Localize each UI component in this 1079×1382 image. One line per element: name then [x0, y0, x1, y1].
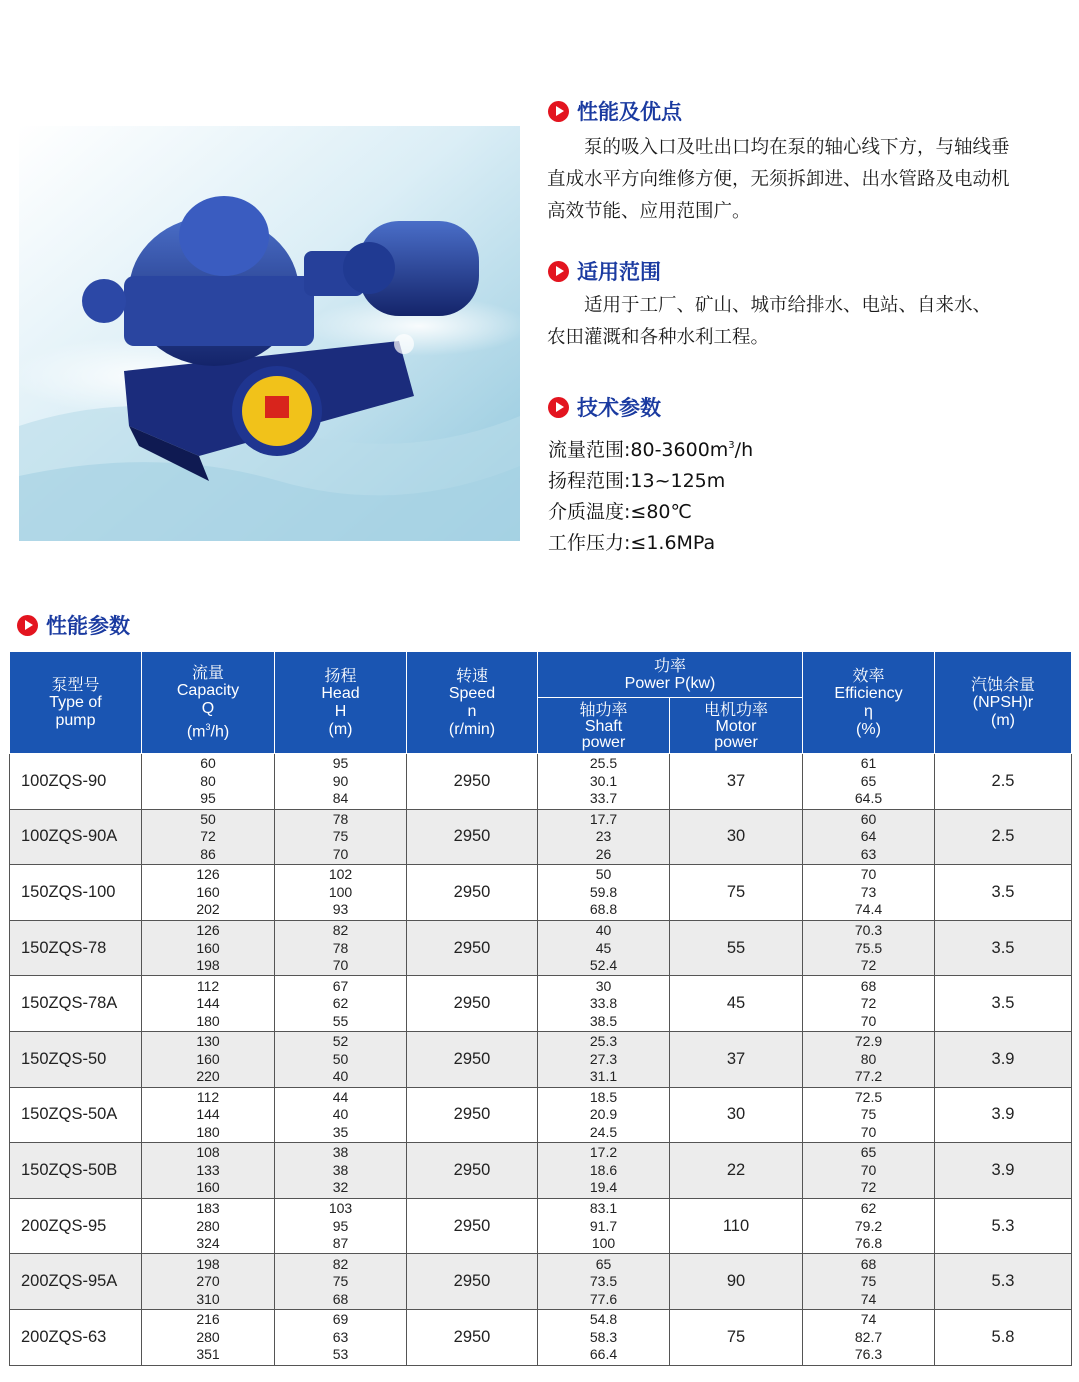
- cell-capacity-value: 126: [196, 922, 220, 939]
- cell-efficiency-value: 72: [860, 957, 877, 974]
- cell-shaft-power: [538, 1087, 670, 1143]
- cell-capacity-value: 324: [196, 1235, 220, 1252]
- cell-shaft-power-value: 65: [595, 1255, 612, 1272]
- cell-capacity-value: 126: [196, 866, 220, 883]
- cell-capacity: [142, 865, 275, 921]
- cell-efficiency-value: 60: [860, 810, 877, 827]
- cell-capacity-value: 160: [196, 1050, 220, 1067]
- cell-model: 100ZQS-90A: [10, 809, 142, 865]
- cell-capacity: [142, 1254, 275, 1310]
- cell-shaft-power-value: 40: [595, 922, 612, 939]
- cell-capacity-value: 183: [196, 1200, 220, 1217]
- play-bullet-icon: [548, 101, 569, 122]
- cell-motor-power: 75: [670, 865, 803, 921]
- table-row: [10, 1143, 1072, 1199]
- cell-head-value: 95: [332, 755, 349, 772]
- cell-capacity-value: 198: [196, 957, 220, 974]
- section-title-perf: [17, 609, 130, 641]
- cell-efficiency-value: 77.2: [854, 1068, 883, 1085]
- cell-efficiency-value: 74: [860, 1290, 877, 1307]
- cell-motor-power: 37: [670, 754, 803, 810]
- cell-shaft-power-value: 54.8: [589, 1311, 618, 1328]
- cell-efficiency-value: 72.5: [854, 1088, 883, 1105]
- cell-head-value: 67: [332, 977, 349, 994]
- flow-range: 流量范围$:80-3600m^3/h$: [548, 439, 754, 461]
- cell-capacity-value: 280: [196, 1328, 220, 1345]
- cell-head-value: 78: [332, 939, 349, 956]
- cell-efficiency-value: 70: [860, 866, 877, 883]
- cell-capacity-value: 270: [196, 1273, 220, 1290]
- scope-line: 适用于工厂、矿山、城市给排水、电站、自来水、: [547, 295, 992, 316]
- cell-efficiency: [803, 754, 935, 810]
- cell-motor-power: 22: [670, 1143, 803, 1199]
- cell-npsh: 5.8: [935, 1309, 1072, 1365]
- cell-speed: 2950: [407, 920, 538, 976]
- cell-capacity-value: 198: [196, 1255, 220, 1272]
- cell-head-value: 70: [332, 845, 349, 862]
- header-efficiency: 效率 Efficiency η (%): [803, 652, 935, 754]
- table-row: [10, 920, 1072, 976]
- cell-head: [275, 1198, 407, 1254]
- cell-efficiency-value: 65: [860, 1144, 877, 1161]
- cell-head: [275, 1087, 407, 1143]
- cell-head-value: 69: [332, 1311, 349, 1328]
- cell-npsh: 3.5: [935, 920, 1072, 976]
- cell-npsh: 3.9: [935, 1143, 1072, 1199]
- cell-capacity-value: 50: [200, 810, 216, 827]
- cell-efficiency-value: 68: [860, 1255, 877, 1272]
- cell-head: [275, 809, 407, 865]
- table-row: [10, 1254, 1072, 1310]
- cell-shaft-power: [538, 1254, 670, 1310]
- cell-shaft-power-value: 45: [595, 939, 612, 956]
- head-range: 扬程范围:13~125m: [548, 470, 726, 492]
- cell-efficiency: [803, 920, 935, 976]
- cell-efficiency-value: 61: [860, 755, 877, 772]
- cell-shaft-power: [538, 865, 670, 921]
- cell-head: [275, 1309, 407, 1365]
- cell-efficiency-value: 74: [860, 1311, 877, 1328]
- play-bullet-icon: [548, 397, 569, 418]
- cell-shaft-power-value: 31.1: [589, 1068, 618, 1085]
- table-row: [10, 754, 1072, 810]
- cell-efficiency-value: 76.8: [854, 1235, 883, 1252]
- cell-head: [275, 1143, 407, 1199]
- cell-shaft-power-value: 17.7: [589, 810, 618, 827]
- cell-head-value: 78: [332, 810, 349, 827]
- pump-product-image: [19, 126, 520, 541]
- cell-head-value: 38: [332, 1161, 349, 1178]
- cell-shaft-power-value: 83.1: [589, 1200, 618, 1217]
- cell-shaft-power-value: 30: [595, 977, 612, 994]
- cell-speed: 2950: [407, 976, 538, 1032]
- cell-model: 200ZQS-95A: [10, 1254, 142, 1310]
- cell-capacity-value: 108: [196, 1144, 220, 1161]
- cell-capacity: [142, 809, 275, 865]
- cell-capacity-value: 130: [196, 1033, 220, 1050]
- cell-head-value: 50: [332, 1050, 349, 1067]
- cell-speed: 2950: [407, 1309, 538, 1365]
- cell-shaft-power-value: 18.5: [589, 1088, 618, 1105]
- cell-efficiency: [803, 1087, 935, 1143]
- table-row: [10, 1087, 1072, 1143]
- cell-head-value: 63: [332, 1328, 349, 1345]
- cell-shaft-power-value: 77.6: [589, 1290, 618, 1307]
- cell-shaft-power-value: 25.5: [589, 755, 618, 772]
- cell-shaft-power-value: 24.5: [589, 1123, 618, 1140]
- table-row: [10, 1309, 1072, 1365]
- cell-npsh: 3.5: [935, 976, 1072, 1032]
- cell-efficiency-value: 63: [860, 845, 877, 862]
- cell-shaft-power-value: 20.9: [589, 1106, 618, 1123]
- cell-head-value: 62: [332, 995, 349, 1012]
- working-pressure: 工作压力:≤1.6MPa: [548, 532, 716, 554]
- cell-efficiency: [803, 976, 935, 1032]
- cell-head-value: 55: [332, 1012, 349, 1029]
- cell-capacity-value: 180: [196, 1123, 220, 1140]
- cell-capacity-value: 133: [196, 1161, 220, 1178]
- cell-motor-power: 110: [670, 1198, 803, 1254]
- section-title-tech-text: 技术参数: [577, 396, 661, 420]
- cell-shaft-power-value: 17.2: [589, 1144, 618, 1161]
- cell-head: [275, 865, 407, 921]
- cell-head-value: 32: [332, 1179, 349, 1196]
- scope-line: 农田灌溉和各种水利工程。: [547, 327, 770, 348]
- cell-efficiency-value: 72: [860, 995, 877, 1012]
- cell-head-value: 84: [332, 790, 349, 807]
- cell-efficiency-value: 64: [860, 828, 877, 845]
- cell-npsh: 2.5: [935, 809, 1072, 865]
- cell-efficiency: [803, 1143, 935, 1199]
- cell-model: 150ZQS-50: [10, 1031, 142, 1087]
- cell-shaft-power-value: 58.3: [589, 1328, 618, 1345]
- cell-shaft-power: [538, 976, 670, 1032]
- cell-shaft-power: [538, 809, 670, 865]
- cell-capacity-value: 112: [196, 977, 220, 994]
- cell-efficiency-value: 75: [860, 1273, 877, 1290]
- cell-head-value: 52: [332, 1033, 349, 1050]
- cell-shaft-power: [538, 1143, 670, 1199]
- header-npsh: 汽蚀余量 (NPSH)r (m): [935, 652, 1072, 754]
- cell-head-value: 100: [328, 883, 353, 900]
- cell-capacity-value: 216: [196, 1311, 220, 1328]
- cell-efficiency-value: 68: [860, 977, 877, 994]
- section-title-scope-text: 适用范围: [577, 260, 661, 284]
- header-capacity: 流量 Capacity Q $(m^3/h)$: [142, 652, 275, 754]
- header-head: 扬程 Head H (m): [275, 652, 407, 754]
- cell-efficiency-value: 75.5: [854, 939, 883, 956]
- cell-capacity-value: 280: [196, 1217, 220, 1234]
- cell-capacity: [142, 920, 275, 976]
- cell-speed: 2950: [407, 1198, 538, 1254]
- cell-model: 200ZQS-95: [10, 1198, 142, 1254]
- cell-shaft-power: [538, 920, 670, 976]
- section-title-perf-text: 性能参数: [46, 614, 130, 638]
- header-shaft-power: 轴功率 Shaft power: [538, 698, 670, 754]
- play-bullet-icon: [548, 261, 569, 282]
- cell-shaft-power-value: 23: [595, 828, 612, 845]
- cell-model: 150ZQS-78: [10, 920, 142, 976]
- cell-model: 150ZQS-78A: [10, 976, 142, 1032]
- cell-head-value: 75: [332, 1273, 349, 1290]
- cell-shaft-power-value: 59.8: [589, 883, 618, 900]
- cell-capacity-value: 144: [196, 1106, 220, 1123]
- medium-temperature: 介质温度:≤80℃: [548, 501, 692, 523]
- cell-speed: 2950: [407, 865, 538, 921]
- cell-head-value: 40: [332, 1068, 349, 1085]
- cell-capacity-value: 60: [200, 755, 216, 772]
- cell-capacity: [142, 1143, 275, 1199]
- cell-shaft-power-value: 26: [595, 845, 612, 862]
- header-model: 泵型号 Type of pump: [10, 652, 142, 754]
- cell-shaft-power-value: 52.4: [589, 957, 618, 974]
- cell-shaft-power: [538, 754, 670, 810]
- cell-motor-power: 30: [670, 1087, 803, 1143]
- cell-speed: 2950: [407, 1087, 538, 1143]
- cell-motor-power: 45: [670, 976, 803, 1032]
- cell-capacity-value: 351: [196, 1346, 220, 1363]
- cell-speed: 2950: [407, 1143, 538, 1199]
- cell-efficiency-value: 74.4: [854, 901, 883, 918]
- cell-efficiency-value: 76.3: [854, 1346, 883, 1363]
- cell-capacity: [142, 754, 275, 810]
- scope-paragraph: [547, 290, 1079, 354]
- cell-efficiency-value: 79.2: [854, 1217, 883, 1234]
- cell-shaft-power: [538, 1309, 670, 1365]
- cell-shaft-power-value: 68.8: [589, 901, 618, 918]
- header-motor-power: 电机功率 Motor power: [670, 698, 803, 754]
- cell-capacity-value: 95: [200, 790, 216, 807]
- cell-capacity-value: 180: [196, 1012, 220, 1029]
- cell-efficiency: [803, 809, 935, 865]
- cell-head-value: 68: [332, 1290, 349, 1307]
- cell-head: [275, 976, 407, 1032]
- cell-shaft-power-value: 100: [591, 1235, 616, 1252]
- features-line: 直成水平方向维修方便，无须拆卸进、出水管路及电动机: [547, 169, 1010, 190]
- cell-efficiency: [803, 1198, 935, 1254]
- cell-head: [275, 754, 407, 810]
- cell-capacity-value: 160: [196, 1179, 220, 1196]
- section-title-scope: [548, 255, 661, 287]
- cell-shaft-power-value: 38.5: [589, 1012, 618, 1029]
- cell-shaft-power-value: 33.8: [589, 995, 618, 1012]
- table-row: [10, 865, 1072, 921]
- cell-efficiency-value: 72.9: [854, 1033, 883, 1050]
- table-row: [10, 976, 1072, 1032]
- cell-shaft-power-value: 33.7: [589, 790, 618, 807]
- cell-model: 150ZQS-50B: [10, 1143, 142, 1199]
- cell-head-value: 38: [332, 1144, 349, 1161]
- cell-efficiency-value: 65: [860, 772, 877, 789]
- cell-efficiency-value: 70: [860, 1161, 877, 1178]
- cell-npsh: 5.3: [935, 1198, 1072, 1254]
- cell-capacity-value: 72: [200, 828, 216, 845]
- cell-efficiency-value: 72: [860, 1179, 877, 1196]
- cell-efficiency-value: 73: [860, 883, 877, 900]
- cell-capacity-value: 160: [196, 939, 220, 956]
- cell-motor-power: 37: [670, 1031, 803, 1087]
- cell-efficiency-value: 70.3: [854, 922, 883, 939]
- cell-capacity-value: 144: [196, 995, 220, 1012]
- cell-speed: 2950: [407, 809, 538, 865]
- cell-head-value: 53: [332, 1346, 349, 1363]
- cell-efficiency-value: 62: [860, 1200, 877, 1217]
- cell-shaft-power-value: 19.4: [589, 1179, 618, 1196]
- cell-head-value: 35: [332, 1123, 349, 1140]
- cell-motor-power: 30: [670, 809, 803, 865]
- cell-capacity: [142, 976, 275, 1032]
- cell-efficiency-value: 70: [860, 1012, 877, 1029]
- cell-efficiency: [803, 1031, 935, 1087]
- cell-efficiency-value: 70: [860, 1123, 877, 1140]
- cell-head-value: 82: [332, 1255, 349, 1272]
- cell-capacity: [142, 1087, 275, 1143]
- cell-npsh: 3.9: [935, 1087, 1072, 1143]
- cell-capacity-value: 220: [196, 1068, 220, 1085]
- cell-capacity: [142, 1198, 275, 1254]
- cell-head-value: 103: [328, 1200, 353, 1217]
- cell-model: 150ZQS-50A: [10, 1087, 142, 1143]
- cell-shaft-power-value: 30.1: [589, 772, 618, 789]
- cell-efficiency-value: 82.7: [854, 1328, 883, 1345]
- section-title-features-text: 性能及优点: [577, 100, 682, 124]
- cell-capacity-value: 112: [196, 1088, 220, 1105]
- cell-capacity-value: 160: [196, 883, 220, 900]
- header-power: 功率 Power P(kw): [538, 652, 803, 698]
- cell-head: [275, 1254, 407, 1310]
- cell-capacity-value: 202: [196, 901, 220, 918]
- cell-head: [275, 920, 407, 976]
- cell-head-value: 102: [328, 866, 353, 883]
- cell-head-value: 70: [332, 957, 349, 974]
- cell-shaft-power-value: 50: [595, 866, 612, 883]
- cell-capacity-value: 310: [196, 1290, 220, 1307]
- cell-speed: 2950: [407, 754, 538, 810]
- cell-npsh: 2.5: [935, 754, 1072, 810]
- cell-shaft-power-value: 73.5: [589, 1273, 618, 1290]
- cell-npsh: 3.5: [935, 865, 1072, 921]
- cell-npsh: 3.9: [935, 1031, 1072, 1087]
- section-title-tech: [548, 391, 661, 423]
- cell-head-value: 95: [332, 1217, 349, 1234]
- cell-shaft-power-value: 91.7: [589, 1217, 618, 1234]
- cell-capacity: [142, 1309, 275, 1365]
- cell-shaft-power-value: 25.3: [589, 1033, 618, 1050]
- section-title-features: [548, 95, 682, 127]
- cell-efficiency: [803, 865, 935, 921]
- cell-head-value: 93: [332, 901, 349, 918]
- cell-head-value: 40: [332, 1106, 349, 1123]
- cell-efficiency-value: 75: [860, 1106, 877, 1123]
- table-row: [10, 809, 1072, 865]
- cell-motor-power: 55: [670, 920, 803, 976]
- cell-head-value: 87: [332, 1235, 349, 1252]
- cell-motor-power: 90: [670, 1254, 803, 1310]
- cell-head-value: 82: [332, 922, 349, 939]
- features-line: 高效节能、应用范围广。: [547, 201, 751, 222]
- cell-efficiency-value: 80: [860, 1050, 877, 1067]
- cell-npsh: 5.3: [935, 1254, 1072, 1310]
- cell-head-value: 90: [332, 772, 349, 789]
- cell-motor-power: 75: [670, 1309, 803, 1365]
- cell-head-value: 44: [332, 1088, 349, 1105]
- cell-efficiency: [803, 1254, 935, 1310]
- cell-speed: 2950: [407, 1031, 538, 1087]
- cell-model: 200ZQS-63: [10, 1309, 142, 1365]
- cell-shaft-power: [538, 1198, 670, 1254]
- cell-model: 150ZQS-100: [10, 865, 142, 921]
- cell-efficiency: [803, 1309, 935, 1365]
- play-bullet-icon: [17, 615, 38, 636]
- features-line: 泵的吸入口及吐出口均在泵的轴心线下方，与轴线垂: [547, 137, 1010, 158]
- cell-efficiency-value: 64.5: [854, 790, 883, 807]
- header-speed: 转速 Speed n (r/min): [407, 652, 538, 754]
- cell-head-value: 75: [332, 828, 349, 845]
- performance-table: [9, 651, 1072, 1366]
- table-row: [10, 1031, 1072, 1087]
- features-paragraph: [547, 132, 1079, 228]
- cell-capacity: [142, 1031, 275, 1087]
- cell-speed: 2950: [407, 1254, 538, 1310]
- table-row: [10, 1198, 1072, 1254]
- cell-shaft-power: [538, 1031, 670, 1087]
- cell-shaft-power-value: 18.6: [589, 1161, 618, 1178]
- tech-params: [548, 430, 753, 559]
- cell-shaft-power-value: 66.4: [589, 1346, 618, 1363]
- cell-capacity-value: 80: [200, 772, 216, 789]
- cell-model: 100ZQS-90: [10, 754, 142, 810]
- cell-head: [275, 1031, 407, 1087]
- cell-capacity-value: 86: [200, 845, 216, 862]
- cell-shaft-power-value: 27.3: [589, 1050, 618, 1067]
